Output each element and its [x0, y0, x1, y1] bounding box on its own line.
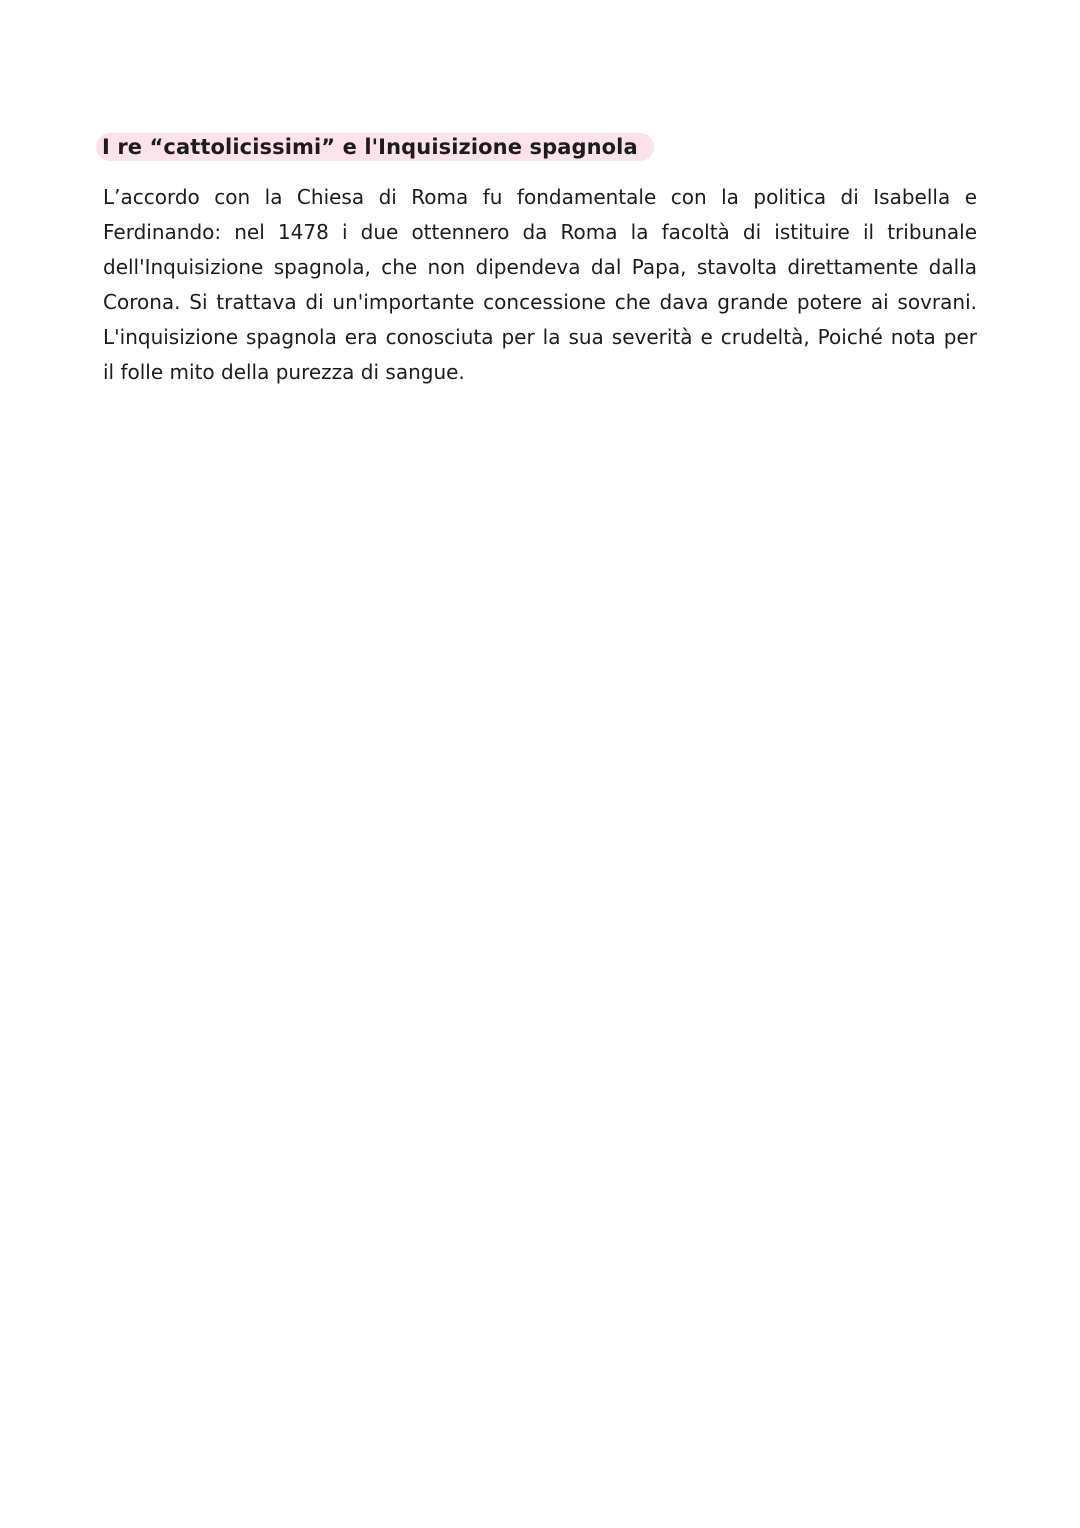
body-paragraph: [103, 180, 977, 390]
paragraph-line: Corona. Si trattava di un'importante concessione che dava grande potere ai sovrani.: [103, 290, 977, 314]
heading-text: I re “cattolicissimi” e l'Inquisizione spagnola: [102, 135, 638, 159]
paragraph-line: L'inquisizione spagnola era conosciuta per la sua severità e crudeltà, Poiché nota per: [103, 325, 977, 349]
paragraph-line: il folle mito della purezza di sangue.: [103, 360, 465, 384]
heading-highlight: [96, 133, 654, 161]
paragraph-line: Ferdinando: nel 1478 i due ottennero da Roma la facoltà di istituire il tribunale: [103, 220, 977, 244]
paragraph-line: L’accordo con la Chiesa di Roma fu fondamentale con la politica di Isabella e: [103, 185, 977, 209]
section-heading: [96, 133, 654, 161]
paragraph-line: dell'Inquisizione spagnola, che non dipendeva dal Papa, stavolta direttamente dalla: [103, 255, 977, 279]
